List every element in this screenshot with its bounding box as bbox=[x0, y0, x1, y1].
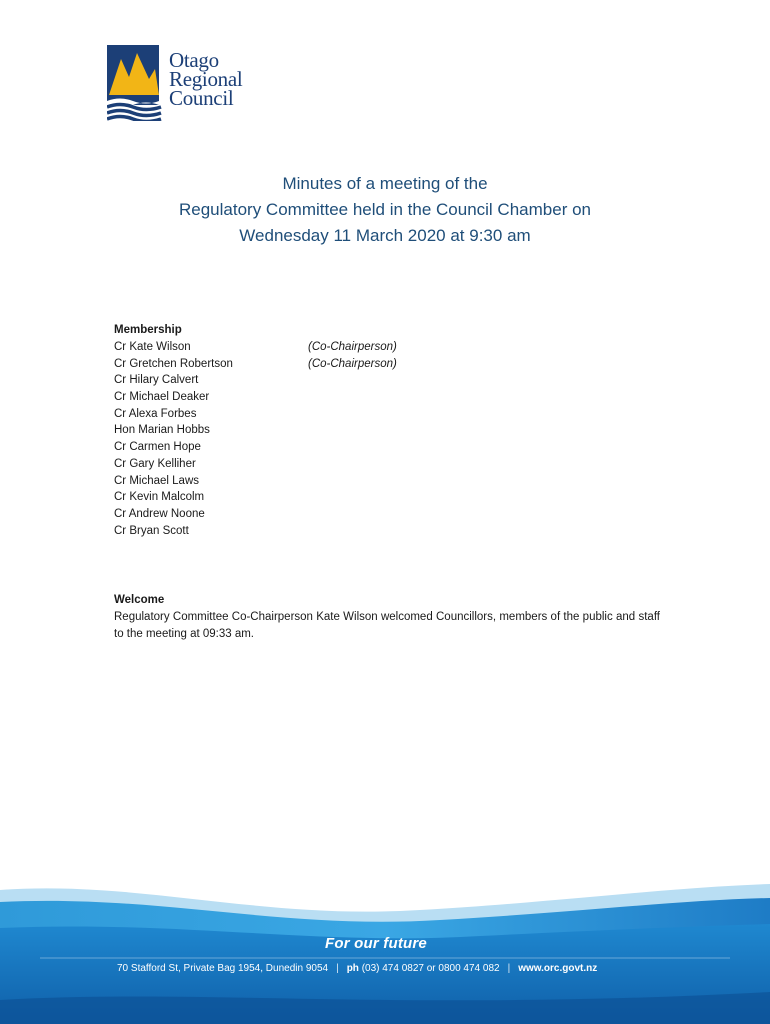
member-row bbox=[114, 372, 674, 389]
footer-phone-label: ph bbox=[346, 963, 359, 974]
member-name: Cr Hilary Calvert bbox=[114, 374, 199, 387]
footer-contact bbox=[117, 963, 597, 974]
member-name: Cr Alexa Forbes bbox=[114, 407, 197, 420]
member-row bbox=[114, 356, 674, 373]
orc-logo bbox=[107, 45, 277, 125]
member-name: Cr Carmen Hope bbox=[114, 441, 201, 454]
title-line-1: Minutes of a meeting of the bbox=[282, 174, 488, 193]
member-role: (Co-Chairperson) bbox=[308, 357, 397, 370]
member-name: Cr Andrew Noone bbox=[114, 507, 205, 520]
member-row bbox=[114, 406, 674, 423]
member-row bbox=[114, 506, 674, 523]
member-row bbox=[114, 422, 674, 439]
title-line-3: Wednesday 11 March 2020 at 9:30 am bbox=[239, 226, 531, 245]
footer-phone: (03) 474 0827 or 0800 474 082 bbox=[361, 963, 500, 974]
member-list bbox=[114, 339, 674, 539]
logo-line-otago: Otago bbox=[169, 48, 219, 72]
member-name: Cr Kate Wilson bbox=[114, 341, 191, 353]
member-role: (Co-Chairperson) bbox=[308, 341, 397, 353]
footer-tagline: For our future bbox=[325, 935, 427, 952]
member-row bbox=[114, 523, 674, 540]
footer-website-link[interactable]: www.orc.govt.nz bbox=[518, 963, 598, 974]
member-name: Cr Kevin Malcolm bbox=[114, 491, 205, 504]
title-line-2: Regulatory Committee held in the Council Chamber on bbox=[179, 200, 591, 219]
footer-address: 70 Stafford St, Private Bag 1954, Dunedin 9054 bbox=[117, 963, 329, 974]
member-row bbox=[114, 339, 674, 356]
member-row bbox=[114, 489, 674, 506]
footer-wave-graphic bbox=[0, 880, 770, 1024]
member-name: Cr Michael Laws bbox=[114, 474, 199, 487]
member-row bbox=[114, 473, 674, 490]
member-name: Cr Gary Kelliher bbox=[114, 457, 196, 470]
member-name: Cr Bryan Scott bbox=[114, 524, 189, 537]
mountain-logo-icon bbox=[107, 45, 163, 121]
welcome-section bbox=[114, 592, 660, 643]
welcome-body: Regulatory Committee Co-Chairperson Kate Wilson welcomed Councillors, members of the public and staff to the meeting at 09:33 am. bbox=[114, 611, 660, 640]
logo-line-regional: Regional bbox=[169, 67, 243, 91]
footer-separator: | bbox=[336, 963, 339, 974]
document-title bbox=[0, 171, 770, 249]
logo-wordmark bbox=[169, 48, 243, 110]
welcome-heading: Welcome bbox=[114, 594, 165, 606]
member-name: Hon Marian Hobbs bbox=[114, 424, 210, 437]
footer-separator: | bbox=[507, 963, 511, 974]
membership-heading: Membership bbox=[114, 324, 182, 336]
member-row bbox=[114, 439, 674, 456]
member-row bbox=[114, 456, 674, 473]
member-row bbox=[114, 389, 674, 406]
logo-line-council: Council bbox=[169, 86, 234, 110]
membership-section bbox=[114, 322, 674, 539]
member-name: Cr Gretchen Robertson bbox=[114, 357, 233, 370]
page-footer bbox=[0, 880, 770, 1024]
member-name: Cr Michael Deaker bbox=[114, 391, 210, 404]
